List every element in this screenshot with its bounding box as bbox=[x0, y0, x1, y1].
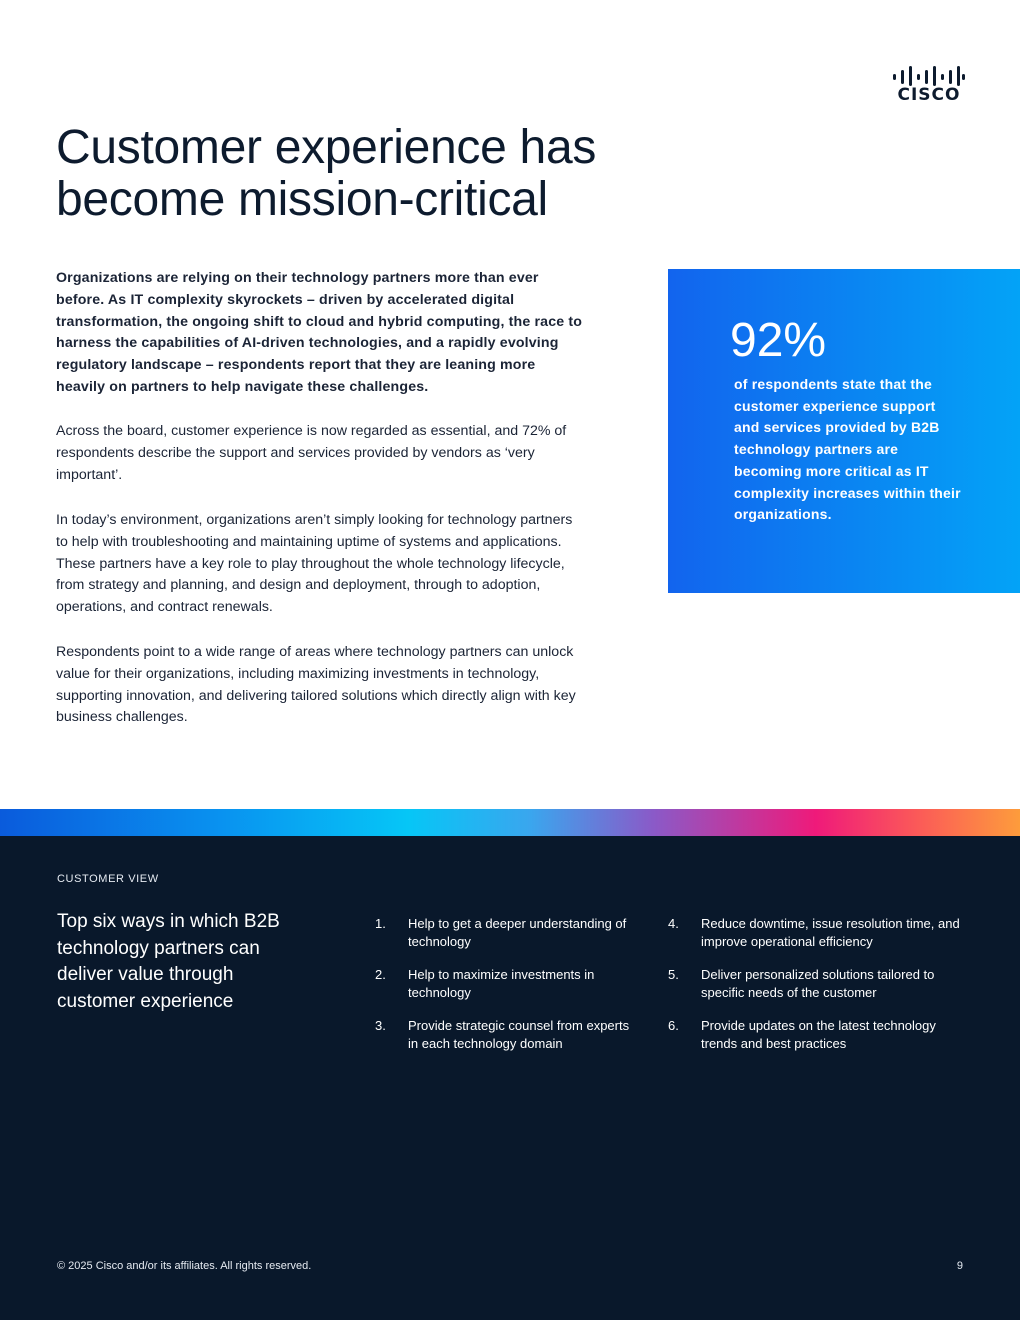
ways-list-left bbox=[375, 915, 635, 1068]
list-item-number: 2. bbox=[375, 967, 386, 982]
list-item-text: Help to maximize investments in technology bbox=[408, 967, 595, 1000]
list-item-number: 4. bbox=[668, 916, 679, 931]
body-paragraph: Across the board, customer experience is now regarded as essential, and 72% of respondents describe the support and services provided by vendors as ‘very important’. bbox=[56, 423, 567, 483]
list-item-text: Deliver personalized solutions tailored to specific needs of the customer bbox=[701, 967, 935, 1000]
stat-number: 92% bbox=[730, 314, 827, 367]
body-paragraph: Respondents point to a wide range of areas where technology partners can unlock value for their organizations, including maximizing investments in technology, supporting innovation, and delivering tailored solutions which directly align with key business challenges. bbox=[56, 644, 576, 726]
customer-view-section bbox=[0, 836, 1020, 1320]
list-item bbox=[668, 966, 968, 1017]
list-item bbox=[375, 966, 635, 1017]
section-title: Top six ways in which B2B technology partners can deliver value through customer experience bbox=[57, 911, 280, 1012]
list-item bbox=[668, 1017, 968, 1068]
list-item-text: Reduce downtime, issue resolution time, and improve operational efficiency bbox=[701, 916, 960, 949]
list-item-number: 5. bbox=[668, 967, 679, 982]
list-item-text: Provide updates on the latest technology trends and best practices bbox=[701, 1018, 936, 1051]
cisco-bridge-icon bbox=[892, 66, 966, 86]
list-item bbox=[668, 915, 968, 966]
stat-callout bbox=[668, 269, 1020, 593]
lead-paragraph: Organizations are relying on their technology partners more than ever before. As IT complexity skyrockets – driven by accelerated digital transformation, the ongoing shift to cloud and hybrid computing, the race to harness the capabilities of AI-driven technologies, and a rapidly evolving regulatory landscape – respondents report that they are leaning more heavily on partners to help navigate these challenges. bbox=[56, 270, 583, 395]
list-item-text: Provide strategic counsel from experts in each technology domain bbox=[408, 1018, 630, 1051]
body-paragraph: In today’s environment, organizations aren’t simply looking for technology partners to help with troubleshooting and maintaining uptime of systems and applications. These partners have a key role to play throughout the whole technology lifecycle, from strategy and planning, and design and deployment, through to adoption, operations, and contract renewals. bbox=[56, 512, 573, 616]
stat-description: of respondents state that the customer experience support and services provided by B2B technology partners are becoming more critical as IT complexity increases within their organizations. bbox=[734, 376, 961, 523]
cisco-logo bbox=[892, 66, 966, 104]
list-item-text: Help to get a deeper understanding of technology bbox=[408, 916, 627, 949]
list-item bbox=[375, 1017, 635, 1068]
list-item-number: 6. bbox=[668, 1018, 679, 1033]
section-eyebrow: CUSTOMER VIEW bbox=[57, 873, 159, 885]
list-item bbox=[375, 915, 635, 966]
page-number: 9 bbox=[956, 1260, 963, 1272]
ways-list-right bbox=[668, 915, 968, 1068]
page-title: Customer experience has become mission-critical bbox=[56, 121, 597, 226]
copyright-footer: © 2025 Cisco and/or its affiliates. All rights reserved. bbox=[57, 1260, 312, 1272]
list-item-number: 3. bbox=[375, 1018, 386, 1033]
gradient-divider bbox=[0, 809, 1020, 836]
list-item-number: 1. bbox=[375, 916, 386, 931]
logo-wordmark: CISCO bbox=[897, 85, 961, 105]
